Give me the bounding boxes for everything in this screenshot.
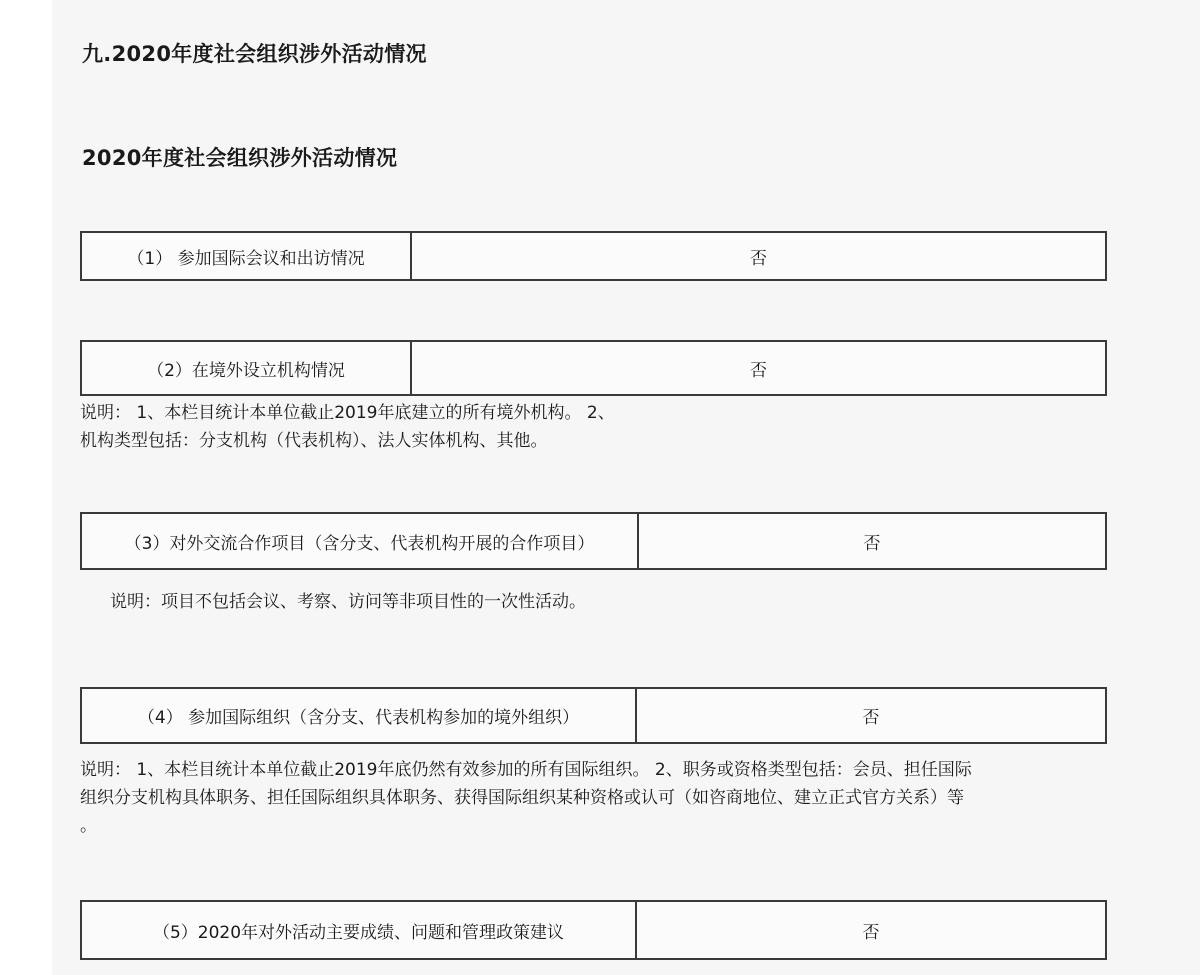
item-4-note-line: 组织分支机构具体职务、担任国际组织具体职务、获得国际组织某种资格或认可（如咨商地位、建立正式官方关系）等 [80, 788, 964, 808]
item-4-value: 否 [862, 708, 880, 728]
item-2-row [80, 340, 1107, 396]
item-5-value: 否 [862, 922, 880, 943]
table-title: 2020年度社会组织涉外活动情况 [82, 146, 398, 170]
item-1-row [80, 231, 1107, 281]
item-3-label: （3）对外交流合作项目（含分支、代表机构开展的合作项目） [82, 514, 639, 568]
item-2-note-line: 机构类型包括：分支机构（代表机构）、法人实体机构、其他。 [80, 431, 548, 451]
item-4-row [80, 687, 1107, 744]
item-3-row [80, 512, 1107, 570]
section-title: 九.2020年度社会组织涉外活动情况 [82, 42, 427, 66]
item-5-row [80, 900, 1107, 960]
item-4-note-line: 说明： 1、本栏目统计本单位截止2019年底仍然有效参加的所有国际组织。 2、职务或资格类型包括：会员、担任国际 [80, 760, 972, 780]
item-4-note-line: 。 [80, 816, 97, 836]
item-3-value: 否 [863, 533, 881, 554]
item-1-label: （1） 参加国际会议和出访情况 [82, 233, 412, 279]
item-2-label: （2）在境外设立机构情况 [82, 342, 412, 394]
item-3-note-line: 说明：项目不包括会议、考察、访问等非项目性的一次性活动。 [110, 592, 586, 612]
item-2-note [80, 399, 615, 455]
item-2-value: 否 [750, 360, 767, 381]
item-4-note [80, 756, 972, 840]
item-1-value: 否 [750, 248, 767, 269]
item-2-note-line: 说明： 1、本栏目统计本单位截止2019年底建立的所有境外机构。 2、 [80, 403, 615, 423]
item-4-label: （4） 参加国际组织（含分支、代表机构参加的境外组织） [82, 689, 637, 742]
item-5-label: （5）2020年对外活动主要成绩、问题和管理政策建议 [82, 902, 637, 958]
item-3-note [110, 588, 586, 616]
